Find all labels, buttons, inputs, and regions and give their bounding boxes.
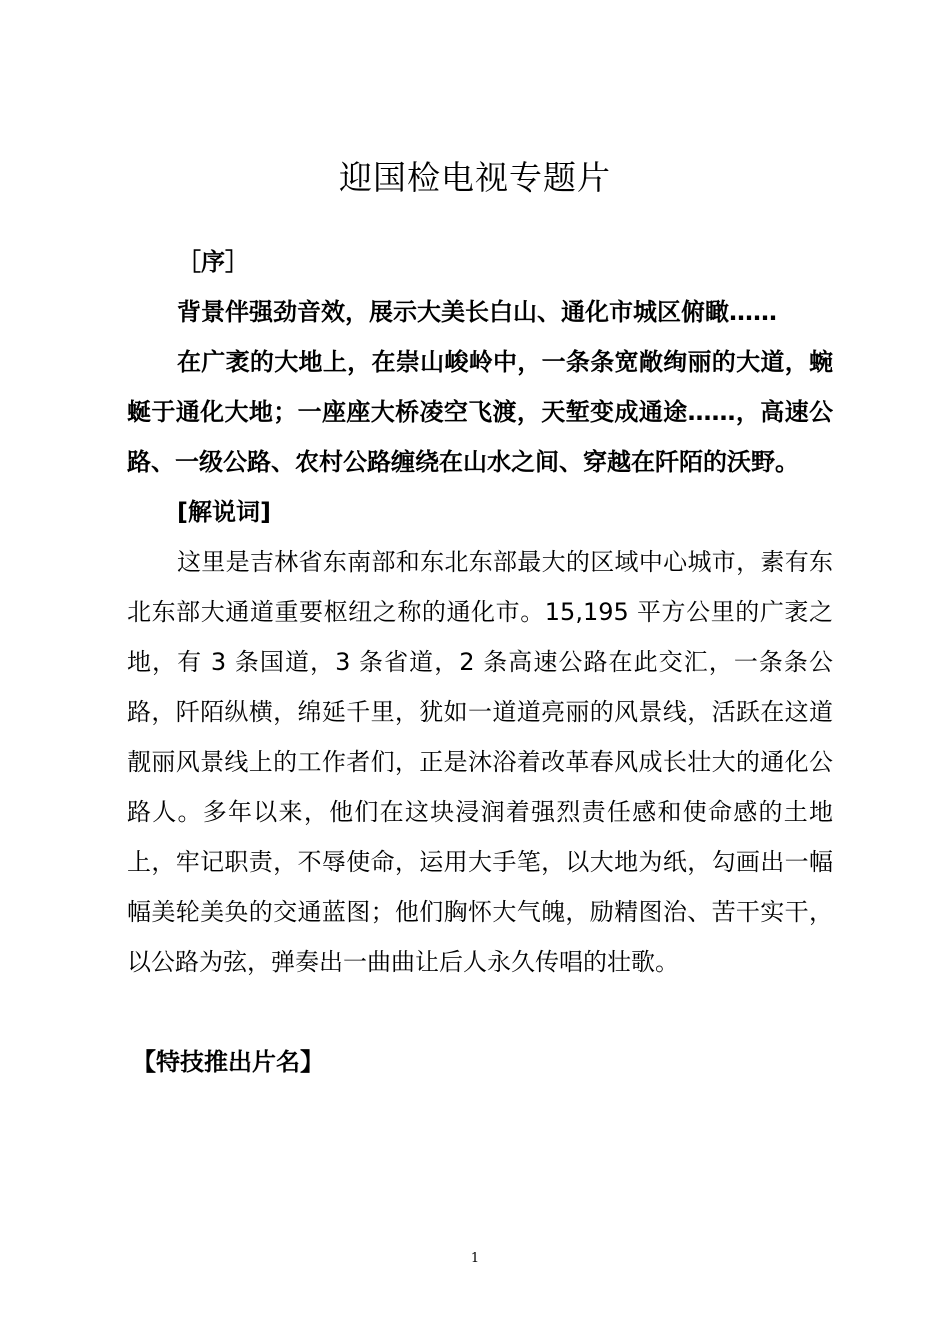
document-body [127,237,833,1087]
section-preface-heading: ［序］ [177,248,249,276]
narration-heading: [解说词] [177,498,271,526]
document-title: 迎国检电视专题片 [339,158,611,197]
paragraph-spacer [127,987,833,1037]
narration-paragraph: 这里是吉林省东南部和东北东部最大的区域中心城市，素有东北东部大通道重要枢纽之称的通化市。15,195 平方公里的广袤之地，有 3 条国道，3 条省道，2 条高速公路在此交汇，一条条公路，阡陌纵横，绵延千里，犹如一道道亮丽的风景线，活跃在这道靓丽风景线上的工作者们，正是沐浴着改革春风成长壮大的通化公路人。多年以来，他们在这块浸润着强烈责任感和使命感的土地上，牢记职责，不辱使命，运用大手笔，以大地为纸，勾画出一幅幅美轮美奂的交通蓝图；他们胸怀大气魄，励精图治、苦干实干，以公路为弦，弹奏出一曲曲让后人永久传唱的壮歌。 [127,548,833,976]
background-note: 背景伴强劲音效，展示大美长白山、通化市城区俯瞰…… [177,298,777,326]
page-number: 1 [470,1251,480,1266]
effect-heading: 【特技推出片名】 [132,1048,324,1076]
scene-description: 在广袤的大地上，在崇山峻岭中，一条条宽敞绚丽的大道，蜿蜒于通化大地；一座座大桥凌空飞渡，天堑变成通途……，高速公路、一级公路、农村公路缠绕在山水之间、穿越在阡陌的沃野。 [127,348,833,476]
